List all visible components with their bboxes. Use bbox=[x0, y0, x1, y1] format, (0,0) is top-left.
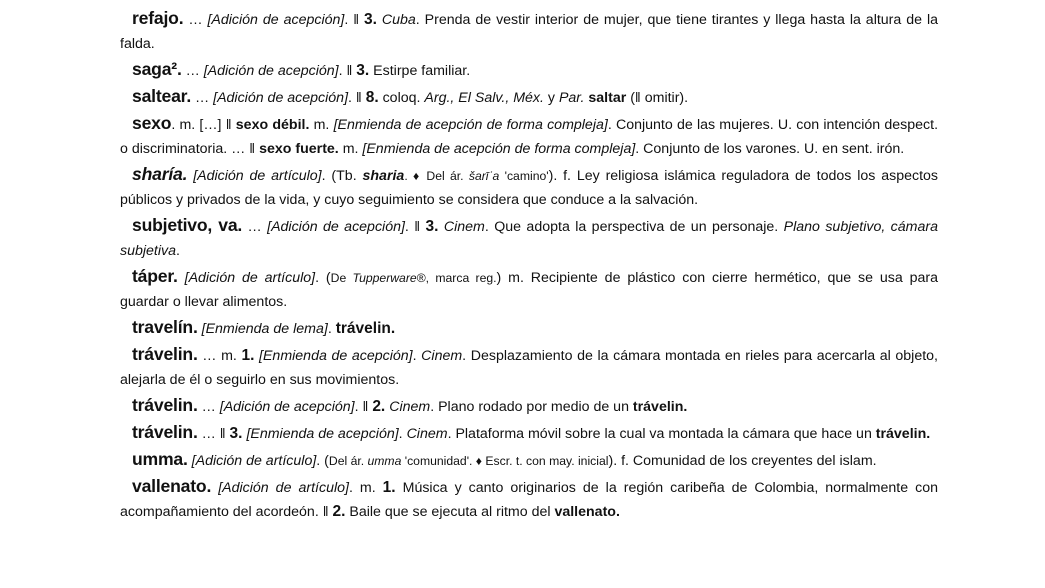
entry-text: šarīʿa bbox=[468, 169, 500, 183]
entry-text: sexo débil. bbox=[235, 117, 310, 133]
entry-text: 2. bbox=[372, 398, 386, 415]
entry-text: m. bbox=[338, 141, 363, 157]
entry-text: sexo fuerte. bbox=[259, 141, 339, 157]
entry-text: [Enmienda de acepción de forma compleja] bbox=[362, 141, 636, 157]
entry-headword: saltear. bbox=[132, 86, 192, 106]
entry-text: 'comunidad'. ♦ Escr. t. con may. inicial bbox=[401, 454, 609, 468]
entry-text: … m. bbox=[197, 348, 242, 364]
entry-text: … bbox=[242, 219, 268, 235]
dictionary-entry-travelin-lemma bbox=[120, 315, 938, 341]
entry-headword: trávelin. bbox=[132, 395, 198, 415]
entry-text: [Adición de artículo] bbox=[193, 168, 322, 184]
entry-text: [Enmienda de acepción] bbox=[259, 348, 413, 364]
dictionary-entry-taper bbox=[120, 264, 938, 314]
entry-text: 'camino' bbox=[499, 169, 549, 183]
entry-text: … bbox=[197, 399, 220, 415]
entry-text: 3. bbox=[356, 62, 370, 79]
entry-text: . m. […] ‖ bbox=[171, 117, 236, 133]
entry-text: . (Tb. bbox=[321, 168, 363, 184]
entry-text: trávelin. bbox=[875, 426, 931, 442]
entry-headword: sharía. bbox=[132, 164, 188, 184]
entry-text: . bbox=[412, 348, 422, 364]
entry-headword: travelín. bbox=[132, 317, 198, 337]
entry-headword: trávelin. bbox=[132, 344, 198, 364]
entry-text: 8. bbox=[365, 89, 379, 106]
dictionary-entry-saltear bbox=[120, 84, 938, 110]
entry-text: . ‖ bbox=[348, 90, 366, 106]
dictionary-entry-travelin-2 bbox=[120, 393, 938, 419]
entry-text: Par. bbox=[558, 90, 585, 106]
entry-text: 1. bbox=[382, 479, 396, 496]
entry-text: . bbox=[176, 243, 180, 259]
entry-text: [Adición de acepción] bbox=[203, 63, 339, 79]
entry-text: [Enmienda de acepción de forma compleja] bbox=[333, 117, 608, 133]
entry-text: . ♦ Del ár. bbox=[404, 169, 469, 183]
entry-text: ) m. Recipiente de plástico con cierre hermético, que se usa para guardar o llevar alimentos. bbox=[120, 270, 939, 310]
entry-headword: sexo bbox=[132, 113, 172, 133]
entry-text: . ‖ bbox=[344, 12, 364, 28]
entry-text: y bbox=[543, 90, 559, 106]
dictionary-entry-vallenato bbox=[120, 474, 938, 524]
entry-text: [Adición de artículo] bbox=[184, 270, 316, 286]
entry-text: Cinem bbox=[389, 399, 431, 415]
entry-text: Arg., El Salv., Méx. bbox=[424, 90, 544, 106]
entry-text: . Conjunto de los varones. U. en sent. irón. bbox=[635, 141, 905, 157]
entry-text: vallenato. bbox=[554, 504, 620, 520]
entry-text: trávelin. bbox=[335, 320, 396, 337]
entry-list bbox=[120, 6, 938, 524]
entry-text: [Enmienda de lema] bbox=[201, 321, 328, 337]
entry-headword: táper. bbox=[132, 266, 178, 286]
entry-text: 3. bbox=[425, 218, 439, 235]
entry-text: [Adición de acepción] bbox=[207, 12, 345, 28]
dictionary-entry-travelin-1 bbox=[120, 342, 938, 392]
entry-text: . Que adopta la perspectiva de un personaje. bbox=[484, 219, 784, 235]
entry-text: umma bbox=[367, 454, 402, 468]
entry-text: ®, marca reg. bbox=[416, 271, 497, 285]
entry-text: . ‖ bbox=[354, 399, 373, 415]
entry-text: [Adición de acepción] bbox=[267, 219, 405, 235]
dictionary-entry-travelin-3 bbox=[120, 420, 938, 446]
entry-text: . ( bbox=[316, 453, 329, 469]
entry-text: (‖ omitir). bbox=[626, 90, 689, 106]
entry-text: ). f. Comunidad de los creyentes del islam. bbox=[608, 453, 877, 469]
entry-text: . m. bbox=[348, 480, 383, 496]
entry-text: m. bbox=[309, 117, 334, 133]
entry-text: Tupperware bbox=[352, 271, 417, 285]
entry-text: . Prenda de vestir interior de mujer, que tiene tirantes y llega hasta la altura de la falda. bbox=[120, 12, 938, 52]
entry-text: . ( bbox=[315, 270, 331, 286]
entry-text: Del ár. bbox=[328, 454, 368, 468]
dictionary-entry-subjetivo bbox=[120, 213, 938, 263]
entry-text: … bbox=[183, 12, 208, 28]
entry-text: sharia bbox=[362, 168, 405, 184]
dictionary-entry-refajo bbox=[120, 6, 938, 56]
entry-text: Plano subjetivo, cámara subjetiva bbox=[120, 219, 938, 259]
entry-text: . Plataforma móvil sobre la cual va montada la cámara que hace un bbox=[447, 426, 876, 442]
entry-text: … bbox=[191, 90, 214, 106]
entry-headword: trávelin. bbox=[132, 422, 198, 442]
entry-text: Cinem bbox=[421, 348, 463, 364]
entry-text: Cinem bbox=[443, 219, 485, 235]
dictionary-entry-sexo bbox=[120, 111, 938, 161]
dictionary-entry-saga bbox=[120, 57, 938, 83]
entry-text: saltar bbox=[588, 90, 627, 106]
entry-text: [Adición de artículo] bbox=[191, 453, 317, 469]
entry-text bbox=[178, 270, 185, 286]
entry-text: 1. bbox=[241, 347, 255, 364]
entry-text: Estirpe familiar. bbox=[369, 63, 471, 79]
entry-text: . ‖ bbox=[404, 219, 426, 235]
entry-text: [Enmienda de acepción] bbox=[246, 426, 399, 442]
entry-text: . bbox=[327, 321, 336, 337]
entry-text: Cuba bbox=[381, 12, 416, 28]
entry-text: Música y canto originarios de la región caribeña de Colombia, normalmente con acompañamiento del acordeón. ‖ bbox=[120, 480, 938, 520]
entry-text: . Desplazamiento de la cámara montada en rieles para acercarla al objeto, alejarla de él o seguirlo en sus movimientos. bbox=[120, 348, 938, 388]
entry-text: Baile que se ejecuta al ritmo del bbox=[345, 504, 555, 520]
entry-text: trávelin. bbox=[632, 399, 688, 415]
entry-text: Cinem bbox=[406, 426, 448, 442]
entry-text: [Adición de acepción] bbox=[219, 399, 355, 415]
entry-text: … ‖ bbox=[197, 426, 230, 442]
entry-text: coloq. bbox=[378, 90, 425, 106]
entry-text: [Adición de artículo] bbox=[218, 480, 349, 496]
entry-text: 2. bbox=[332, 503, 346, 520]
entry-text: De bbox=[330, 271, 353, 285]
dictionary-entry-umma bbox=[120, 447, 938, 473]
entry-text: … bbox=[181, 63, 204, 79]
entry-text: . bbox=[398, 426, 407, 442]
entry-text: 3. bbox=[364, 11, 377, 28]
entry-text: . Conjunto de las mujeres. U. con intención despect. o discriminatoria. … ‖ bbox=[120, 117, 939, 157]
entry-headword: umma. bbox=[132, 449, 188, 469]
entry-text: . ‖ bbox=[338, 63, 357, 79]
dictionary-page bbox=[120, 6, 938, 525]
entry-text: ). f. Ley religiosa islámica reguladora de todos los aspectos públicos y privados de la vida, y cuyo seguimiento se considera que conduce a la salvación. bbox=[120, 168, 938, 208]
entry-headword: vallenato. bbox=[132, 476, 212, 496]
entry-text: [Adición de acepción] bbox=[213, 90, 349, 106]
entry-headword: saga². bbox=[132, 59, 182, 79]
entry-headword: subjetivo, va. bbox=[132, 215, 243, 235]
entry-text: 3. bbox=[229, 425, 243, 442]
entry-headword: refajo. bbox=[132, 8, 184, 28]
entry-text: . Plano rodado por medio de un bbox=[430, 399, 633, 415]
dictionary-entry-sharia bbox=[120, 162, 938, 212]
